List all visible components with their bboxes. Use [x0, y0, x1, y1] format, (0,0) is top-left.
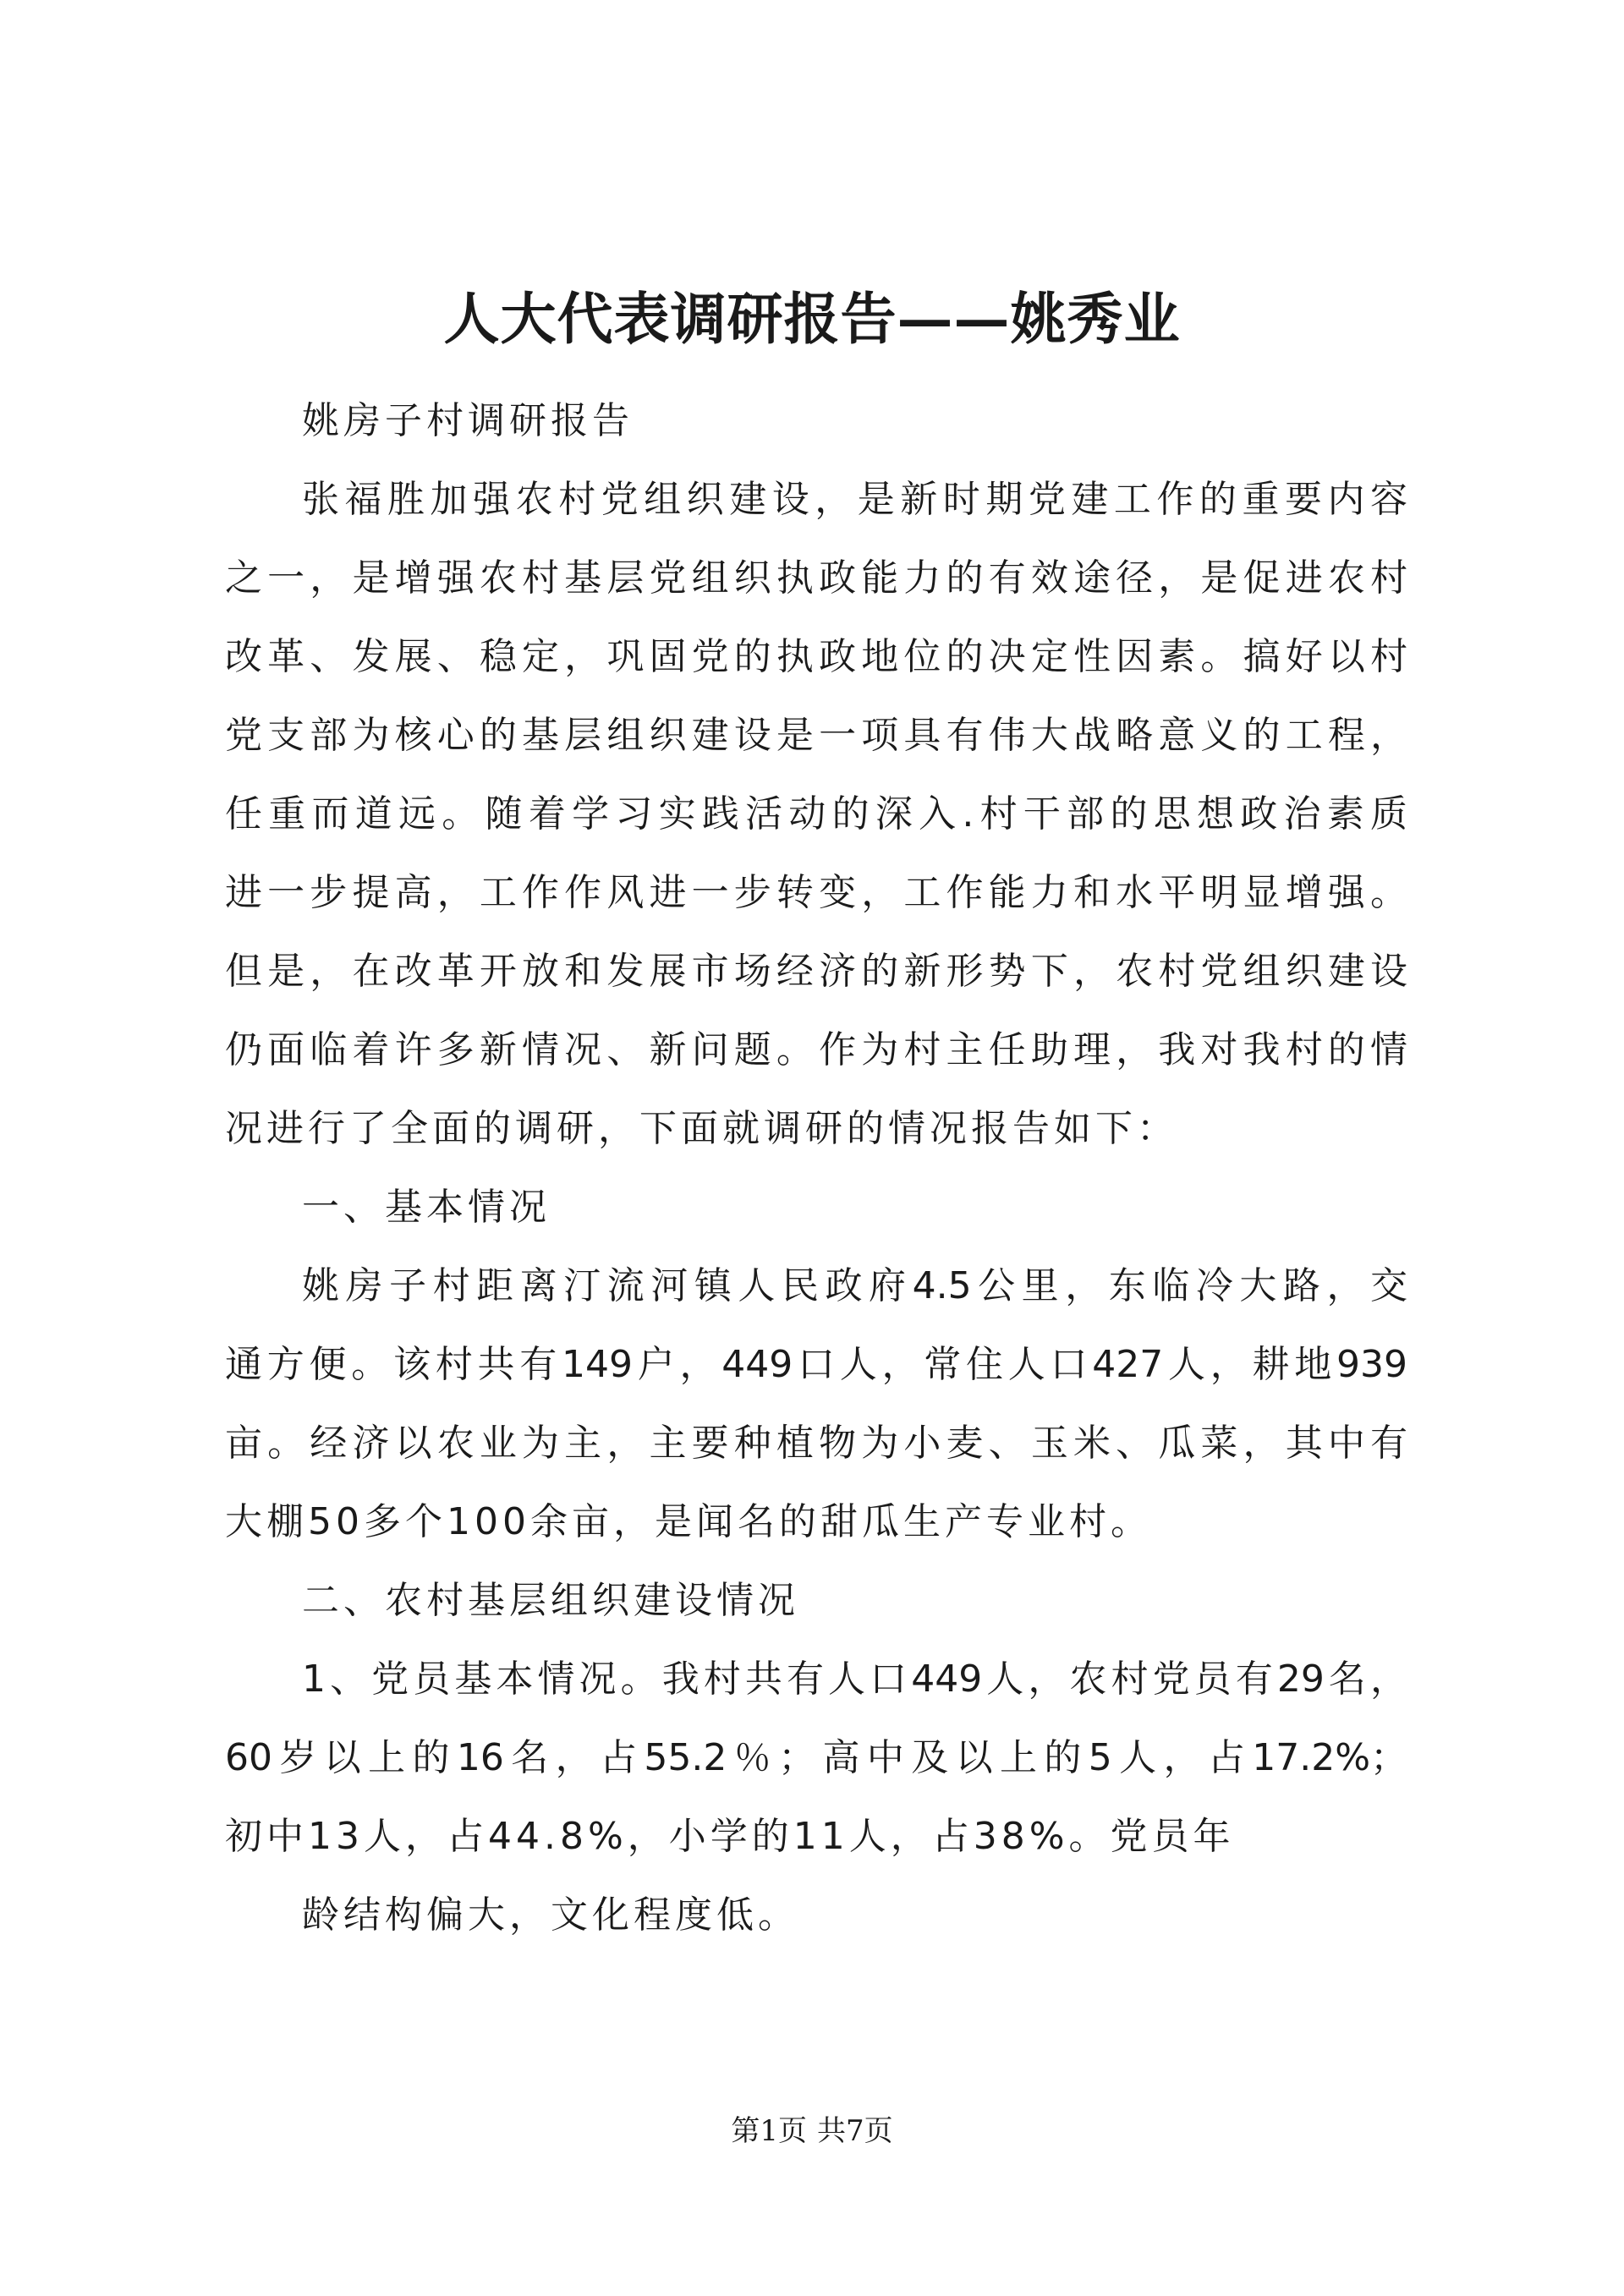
section-heading: 一、基本情况 [302, 1186, 551, 1229]
body-line: 张福胜加强农村党组织建设，是新时期党建工作的重要内容 [302, 478, 1407, 521]
body-line: 60岁以上的16名，占55.2％；高中及以上的5人，占17.2%； [225, 1736, 1407, 1779]
body-line: 之一，是增强农村基层党组织执政能力的有效途径，是促进农村 [225, 556, 1407, 600]
body-line: 任重而道远。随着学习实践活动的深入.村干部的思想政治素质 [225, 792, 1407, 836]
body-line: 大棚50多个100余亩，是闻名的甜瓜生产专业村。 [225, 1500, 1152, 1543]
body-line: 但是，在改革开放和发展市场经济的新形势下，农村党组织建设 [225, 950, 1407, 993]
body-line: 初中13人，占44.8%，小学的11人，占38%。党员年 [225, 1815, 1235, 1858]
page-total: 共7页 [817, 2114, 893, 2148]
body-line: 党支部为核心的基层组织建设是一项具有伟大战略意义的工程， [225, 714, 1407, 757]
body-line: 进一步提高，工作作风进一步转变，工作能力和水平明显增强。 [225, 871, 1407, 914]
body-line: 改革、发展、稳定，巩固党的执政地位的决定性因素。搞好以村 [225, 635, 1407, 678]
body-line: 龄结构偏大，文化程度低。 [302, 1893, 799, 1937]
body-line: 仍面临着许多新情况、新问题。作为村主任助理，我对我村的情 [225, 1028, 1407, 1071]
body-line: 姚房子村距离汀流河镇人民政府4.5公里，东临冷大路，交 [302, 1264, 1407, 1307]
body-line: 亩。经济以农业为主，主要种植物为小麦、玉米、瓜菜，其中有 [225, 1422, 1407, 1465]
page-footer [0, 2112, 1624, 2150]
document-title: 人大代表调研报告——姚秀业 [443, 286, 1181, 352]
body-line: 1、党员基本情况。我村共有人口449人，农村党员有29名， [302, 1658, 1407, 1701]
section-heading: 二、农村基层组织建设情况 [302, 1579, 799, 1622]
report-subtitle: 姚房子村调研报告 [302, 399, 634, 442]
page-number: 第1页 [731, 2114, 807, 2148]
body-line: 况进行了全面的调研，下面就调研的情况报告如下： [225, 1107, 1178, 1150]
body-line: 通方便。该村共有149户，449口人，常住人口427人，耕地939 [225, 1343, 1407, 1386]
